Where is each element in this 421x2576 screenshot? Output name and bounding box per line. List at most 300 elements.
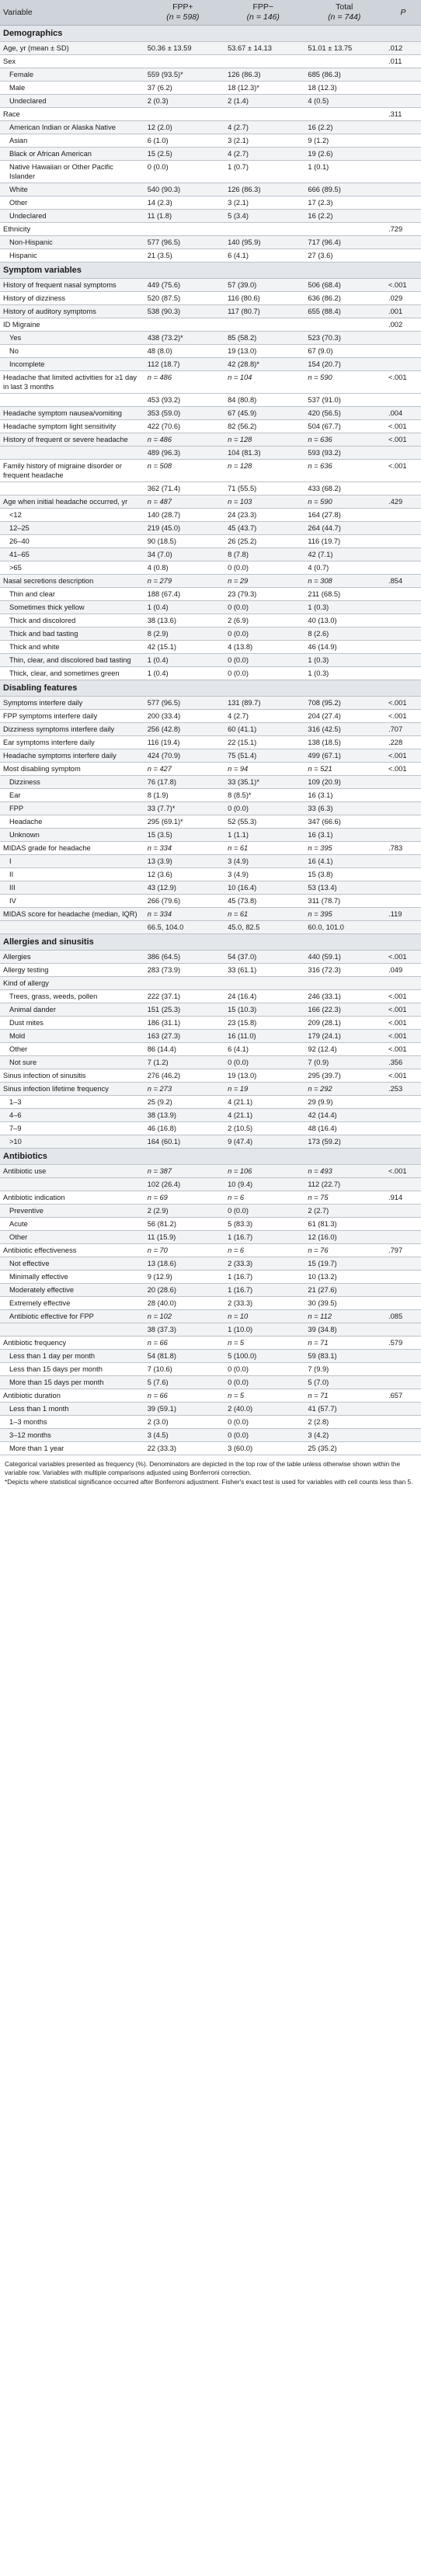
cell-total: n = 636 bbox=[303, 460, 385, 482]
section-header bbox=[0, 934, 421, 951]
row-label: I bbox=[0, 855, 143, 868]
table-row bbox=[0, 789, 421, 802]
header-col3-name: Total bbox=[336, 2, 353, 12]
cell-fpp-positive: n = 273 bbox=[143, 1083, 223, 1096]
cell-fpp-positive bbox=[143, 108, 223, 121]
cell-fpp-positive: n = 102 bbox=[143, 1310, 223, 1323]
table-row bbox=[0, 318, 421, 332]
cell-p-value: .001 bbox=[385, 305, 421, 318]
cell-total: 12 (16.0) bbox=[303, 1231, 385, 1244]
cell-fpp-positive: 39 (59.1) bbox=[143, 1403, 223, 1416]
row-label: American Indian or Alaska Native bbox=[0, 121, 143, 134]
cell-fpp-positive: 438 (73.2)* bbox=[143, 332, 223, 345]
row-label: Dust mites bbox=[0, 1017, 143, 1030]
cell-p-value bbox=[385, 522, 421, 535]
cell-fpp-negative: 104 (81.3) bbox=[223, 447, 303, 460]
row-label: Antibiotic duration bbox=[0, 1389, 143, 1403]
cell-p-value: .011 bbox=[385, 55, 421, 68]
cell-p-value bbox=[385, 196, 421, 210]
cell-p-value bbox=[385, 921, 421, 934]
cell-p-value bbox=[385, 776, 421, 789]
table-row bbox=[0, 1350, 421, 1363]
cell-fpp-negative: 84 (80.8) bbox=[223, 394, 303, 407]
row-label: Sometimes thick yellow bbox=[0, 601, 143, 614]
cell-fpp-negative: 3 (60.0) bbox=[223, 1442, 303, 1455]
cell-total: 636 (86.2) bbox=[303, 292, 385, 305]
cell-fpp-positive: 577 (96.5) bbox=[143, 236, 223, 249]
table-row bbox=[0, 1178, 421, 1191]
row-label: Allergy testing bbox=[0, 964, 143, 977]
cell-fpp-negative: 53.67 ± 14.13 bbox=[223, 42, 303, 55]
cell-total: 1 (0.1) bbox=[303, 161, 385, 183]
cell-fpp-positive: 164 (60.1) bbox=[143, 1135, 223, 1149]
cell-p-value bbox=[385, 641, 421, 654]
cell-fpp-negative: 15 (10.3) bbox=[223, 1003, 303, 1017]
cell-total: 40 (13.0) bbox=[303, 614, 385, 627]
cell-total: n = 292 bbox=[303, 1083, 385, 1096]
cell-p-value bbox=[385, 829, 421, 842]
row-label: Thin, clear, and discolored bad tasting bbox=[0, 654, 143, 667]
row-label: Antibiotic use bbox=[0, 1165, 143, 1178]
cell-total: 433 (68.2) bbox=[303, 482, 385, 495]
table-row bbox=[0, 921, 421, 934]
table-row bbox=[0, 1191, 421, 1205]
cell-p-value: <.001 bbox=[385, 990, 421, 1003]
cell-p-value bbox=[385, 868, 421, 881]
cell-fpp-positive: 1 (0.4) bbox=[143, 667, 223, 680]
row-label: White bbox=[0, 183, 143, 196]
table-row bbox=[0, 895, 421, 908]
table-row bbox=[0, 1429, 421, 1442]
row-label: Not sure bbox=[0, 1056, 143, 1069]
table-row bbox=[0, 358, 421, 371]
cell-total: 4 (0.5) bbox=[303, 95, 385, 108]
cell-fpp-positive: 188 (67.4) bbox=[143, 588, 223, 601]
cell-total: 5 (7.0) bbox=[303, 1376, 385, 1389]
table-row bbox=[0, 148, 421, 161]
cell-total: 506 (68.4) bbox=[303, 279, 385, 292]
row-label: 1–3 bbox=[0, 1096, 143, 1109]
cell-total: 347 (66.6) bbox=[303, 815, 385, 829]
cell-total: 8 (2.6) bbox=[303, 627, 385, 641]
cell-fpp-negative: 0 (0.0) bbox=[223, 601, 303, 614]
row-label: History of frequent nasal symptoms bbox=[0, 279, 143, 292]
cell-p-value: <.001 bbox=[385, 279, 421, 292]
row-label: MIDAS grade for headache bbox=[0, 842, 143, 855]
cell-p-value bbox=[385, 1284, 421, 1297]
cell-total: 16 (3.1) bbox=[303, 829, 385, 842]
row-label: Other bbox=[0, 1043, 143, 1056]
cell-fpp-negative: n = 128 bbox=[223, 433, 303, 447]
cell-fpp-positive: 7 (10.6) bbox=[143, 1363, 223, 1376]
table-row bbox=[0, 627, 421, 641]
cell-p-value bbox=[385, 855, 421, 868]
table-row bbox=[0, 1069, 421, 1083]
row-label: Hispanic bbox=[0, 249, 143, 262]
cell-total: 116 (19.7) bbox=[303, 535, 385, 548]
cell-p-value: .002 bbox=[385, 318, 421, 332]
cell-p-value bbox=[385, 249, 421, 262]
table-row bbox=[0, 55, 421, 68]
row-label: <12 bbox=[0, 509, 143, 522]
table-row bbox=[0, 763, 421, 776]
cell-p-value: <.001 bbox=[385, 1165, 421, 1178]
cell-total: n = 308 bbox=[303, 575, 385, 588]
cell-total: 7 (0.9) bbox=[303, 1056, 385, 1069]
table-row bbox=[0, 292, 421, 305]
header-col1-n: (n = 598) bbox=[166, 12, 200, 22]
cell-total: n = 395 bbox=[303, 908, 385, 921]
row-label: >10 bbox=[0, 1135, 143, 1149]
row-label: ID Migraine bbox=[0, 318, 143, 332]
cell-fpp-negative: 5 (3.4) bbox=[223, 210, 303, 223]
cell-fpp-negative: 4 (2.7) bbox=[223, 710, 303, 723]
cell-p-value bbox=[385, 601, 421, 614]
cell-p-value: <.001 bbox=[385, 749, 421, 763]
table-row bbox=[0, 433, 421, 447]
cell-fpp-positive: 13 (18.6) bbox=[143, 1257, 223, 1271]
table-row bbox=[0, 776, 421, 789]
cell-fpp-positive: n = 508 bbox=[143, 460, 223, 482]
cell-fpp-negative: 2 (33.3) bbox=[223, 1297, 303, 1310]
row-label: 4–6 bbox=[0, 1109, 143, 1122]
cell-fpp-positive: 48 (8.0) bbox=[143, 345, 223, 358]
header-col3-n: (n = 744) bbox=[328, 12, 361, 22]
cell-fpp-positive: n = 487 bbox=[143, 495, 223, 509]
cell-fpp-positive: 8 (2.9) bbox=[143, 627, 223, 641]
section-header bbox=[0, 262, 421, 279]
cell-fpp-negative: 52 (55.3) bbox=[223, 815, 303, 829]
cell-fpp-positive: 22 (33.3) bbox=[143, 1442, 223, 1455]
cell-p-value bbox=[385, 977, 421, 990]
table-row bbox=[0, 460, 421, 482]
cell-total: 666 (89.5) bbox=[303, 183, 385, 196]
row-label: Less than 1 day per month bbox=[0, 1350, 143, 1363]
cell-fpp-negative: 1 (16.7) bbox=[223, 1231, 303, 1244]
table-row bbox=[0, 815, 421, 829]
cell-p-value bbox=[385, 482, 421, 495]
table-row bbox=[0, 1297, 421, 1310]
cell-p-value: .012 bbox=[385, 42, 421, 55]
cell-fpp-positive: 38 (13.9) bbox=[143, 1109, 223, 1122]
cell-fpp-negative: 2 (33.3) bbox=[223, 1257, 303, 1271]
cell-fpp-positive: 11 (15.9) bbox=[143, 1231, 223, 1244]
cell-p-value: .004 bbox=[385, 407, 421, 420]
cell-p-value bbox=[385, 1109, 421, 1122]
cell-fpp-negative: 117 (80.7) bbox=[223, 305, 303, 318]
cell-fpp-negative: 75 (51.4) bbox=[223, 749, 303, 763]
cell-p-value bbox=[385, 509, 421, 522]
cell-p-value bbox=[385, 68, 421, 82]
cell-total: 39 (34.8) bbox=[303, 1323, 385, 1337]
cell-fpp-negative: n = 6 bbox=[223, 1244, 303, 1257]
cell-fpp-negative: 5 (83.3) bbox=[223, 1218, 303, 1231]
table-row bbox=[0, 183, 421, 196]
cell-fpp-negative: 24 (23.3) bbox=[223, 509, 303, 522]
table-row bbox=[0, 601, 421, 614]
cell-p-value bbox=[385, 548, 421, 561]
row-label: Race bbox=[0, 108, 143, 121]
cell-fpp-negative: 4 (2.7) bbox=[223, 121, 303, 134]
section-title: Demographics bbox=[0, 26, 421, 42]
row-label: Age when initial headache occurred, yr bbox=[0, 495, 143, 509]
row-label: Age, yr (mean ± SD) bbox=[0, 42, 143, 55]
cell-total: 311 (78.7) bbox=[303, 895, 385, 908]
table-body bbox=[0, 26, 421, 1455]
cell-fpp-positive bbox=[143, 223, 223, 236]
cell-fpp-positive: 362 (71.4) bbox=[143, 482, 223, 495]
cell-total: n = 590 bbox=[303, 371, 385, 394]
cell-total: 717 (96.4) bbox=[303, 236, 385, 249]
cell-fpp-positive: n = 334 bbox=[143, 842, 223, 855]
cell-total: 246 (33.1) bbox=[303, 990, 385, 1003]
row-label: Preventive bbox=[0, 1205, 143, 1218]
cell-total: 42 (14.4) bbox=[303, 1109, 385, 1122]
cell-fpp-positive: n = 427 bbox=[143, 763, 223, 776]
cell-p-value bbox=[385, 1350, 421, 1363]
table-row bbox=[0, 1109, 421, 1122]
cell-fpp-positive: 163 (27.3) bbox=[143, 1030, 223, 1043]
cell-fpp-positive: 56 (81.2) bbox=[143, 1218, 223, 1231]
cell-total: 60.0, 101.0 bbox=[303, 921, 385, 934]
cell-total: 211 (68.5) bbox=[303, 588, 385, 601]
cell-total: 655 (88.4) bbox=[303, 305, 385, 318]
cell-fpp-positive: 102 (26.4) bbox=[143, 1178, 223, 1191]
row-label: FPP bbox=[0, 802, 143, 815]
row-label: Less than 15 days per month bbox=[0, 1363, 143, 1376]
cell-total: 29 (9.9) bbox=[303, 1096, 385, 1109]
cell-total: 138 (18.5) bbox=[303, 736, 385, 749]
cell-p-value: .657 bbox=[385, 1389, 421, 1403]
cell-p-value bbox=[385, 535, 421, 548]
cell-fpp-negative: n = 61 bbox=[223, 908, 303, 921]
cell-total: n = 590 bbox=[303, 495, 385, 509]
cell-p-value: <.001 bbox=[385, 763, 421, 776]
section-title: Allergies and sinusitis bbox=[0, 934, 421, 951]
cell-total: n = 71 bbox=[303, 1337, 385, 1350]
cell-fpp-negative: 16 (11.0) bbox=[223, 1030, 303, 1043]
cell-total: 59 (83.1) bbox=[303, 1350, 385, 1363]
cell-total: 16 (2.2) bbox=[303, 121, 385, 134]
row-label: Ear symptoms interfere daily bbox=[0, 736, 143, 749]
cell-fpp-negative: 3 (4.9) bbox=[223, 855, 303, 868]
cell-fpp-negative: 6 (4.1) bbox=[223, 1043, 303, 1056]
cell-fpp-positive bbox=[143, 977, 223, 990]
row-label: Thin and clear bbox=[0, 588, 143, 601]
table-row bbox=[0, 210, 421, 223]
cell-fpp-negative: 4 (21.1) bbox=[223, 1109, 303, 1122]
cell-p-value: .356 bbox=[385, 1056, 421, 1069]
cell-fpp-positive: n = 279 bbox=[143, 575, 223, 588]
row-label: History of auditory symptoms bbox=[0, 305, 143, 318]
cell-fpp-positive: 90 (18.5) bbox=[143, 535, 223, 548]
cell-fpp-negative bbox=[223, 318, 303, 332]
table-row bbox=[0, 305, 421, 318]
table-row bbox=[0, 535, 421, 548]
cell-fpp-negative: 116 (80.6) bbox=[223, 292, 303, 305]
row-label: FPP symptoms interfere daily bbox=[0, 710, 143, 723]
cell-fpp-negative bbox=[223, 108, 303, 121]
table-row bbox=[0, 588, 421, 601]
table-row bbox=[0, 710, 421, 723]
cell-fpp-positive: 2 (0.3) bbox=[143, 95, 223, 108]
cell-fpp-negative: 0 (0.0) bbox=[223, 1205, 303, 1218]
cell-p-value bbox=[385, 161, 421, 183]
cell-fpp-positive: 12 (2.0) bbox=[143, 121, 223, 134]
cell-fpp-negative: 45 (73.8) bbox=[223, 895, 303, 908]
row-label: Headache that limited activities for ≥1 day in last 3 months bbox=[0, 371, 143, 394]
cell-fpp-positive: 11 (1.8) bbox=[143, 210, 223, 223]
cell-fpp-negative: 8 (8.5)* bbox=[223, 789, 303, 802]
table-row bbox=[0, 1337, 421, 1350]
cell-total: 537 (91.0) bbox=[303, 394, 385, 407]
row-label: Native Hawaiian or Other Pacific Islander bbox=[0, 161, 143, 183]
cell-fpp-negative: 6 (4.1) bbox=[223, 249, 303, 262]
cell-total: 46 (14.9) bbox=[303, 641, 385, 654]
table-footnotes bbox=[0, 1455, 421, 1486]
cell-total: 1 (0.3) bbox=[303, 654, 385, 667]
table-row bbox=[0, 842, 421, 855]
cell-fpp-positive: 449 (75.6) bbox=[143, 279, 223, 292]
cell-fpp-negative: 2 (6.9) bbox=[223, 614, 303, 627]
cell-p-value bbox=[385, 789, 421, 802]
table-row bbox=[0, 161, 421, 183]
cell-fpp-negative: 18 (12.3)* bbox=[223, 82, 303, 95]
cell-total bbox=[303, 318, 385, 332]
cell-total: 109 (20.9) bbox=[303, 776, 385, 789]
cell-fpp-positive: 424 (70.9) bbox=[143, 749, 223, 763]
cell-p-value bbox=[385, 614, 421, 627]
row-label: II bbox=[0, 868, 143, 881]
row-label: Ethnicity bbox=[0, 223, 143, 236]
cell-fpp-positive: 2 (2.9) bbox=[143, 1205, 223, 1218]
cell-fpp-negative: 10 (16.4) bbox=[223, 881, 303, 895]
cell-fpp-positive: 7 (1.2) bbox=[143, 1056, 223, 1069]
cell-fpp-positive: n = 334 bbox=[143, 908, 223, 921]
row-label: Asian bbox=[0, 134, 143, 148]
cell-p-value bbox=[385, 1429, 421, 1442]
cell-p-value: .253 bbox=[385, 1083, 421, 1096]
cell-fpp-negative: 3 (2.1) bbox=[223, 134, 303, 148]
row-label: History of dizziness bbox=[0, 292, 143, 305]
cell-p-value bbox=[385, 1403, 421, 1416]
table-row bbox=[0, 1389, 421, 1403]
cell-p-value bbox=[385, 210, 421, 223]
cell-total bbox=[303, 108, 385, 121]
cell-p-value: <.001 bbox=[385, 371, 421, 394]
cell-p-value bbox=[385, 134, 421, 148]
cell-fpp-negative: 60 (41.1) bbox=[223, 723, 303, 736]
cell-fpp-negative: 1 (16.7) bbox=[223, 1271, 303, 1284]
cell-fpp-positive: 42 (15.1) bbox=[143, 641, 223, 654]
cell-total: 17 (2.3) bbox=[303, 196, 385, 210]
header-fpp-positive bbox=[143, 0, 223, 26]
cell-fpp-negative: 10 (9.4) bbox=[223, 1178, 303, 1191]
cell-p-value: <.001 bbox=[385, 1030, 421, 1043]
cell-fpp-negative: 0 (0.0) bbox=[223, 1363, 303, 1376]
row-label: Dizziness symptoms interfere daily bbox=[0, 723, 143, 736]
cell-fpp-negative: 19 (13.0) bbox=[223, 1069, 303, 1083]
cell-fpp-negative bbox=[223, 223, 303, 236]
row-label: Extremely effective bbox=[0, 1297, 143, 1310]
cell-fpp-negative: 67 (45.9) bbox=[223, 407, 303, 420]
table-row bbox=[0, 614, 421, 627]
cell-fpp-positive: 559 (93.5)* bbox=[143, 68, 223, 82]
table-row bbox=[0, 575, 421, 588]
cell-fpp-positive: 14 (2.3) bbox=[143, 196, 223, 210]
table-row bbox=[0, 1003, 421, 1017]
cell-p-value bbox=[385, 881, 421, 895]
table-row bbox=[0, 1284, 421, 1297]
cell-p-value bbox=[385, 121, 421, 134]
table-row bbox=[0, 868, 421, 881]
cell-total: 15 (19.7) bbox=[303, 1257, 385, 1271]
cell-fpp-negative: 131 (89.7) bbox=[223, 697, 303, 710]
row-label: Thick, clear, and sometimes green bbox=[0, 667, 143, 680]
row-label: 3–12 months bbox=[0, 1429, 143, 1442]
table-row bbox=[0, 1122, 421, 1135]
cell-fpp-positive: 520 (87.5) bbox=[143, 292, 223, 305]
table-row bbox=[0, 1165, 421, 1178]
cell-fpp-negative: n = 29 bbox=[223, 575, 303, 588]
cell-p-value bbox=[385, 1323, 421, 1337]
table-row bbox=[0, 1017, 421, 1030]
cell-p-value: .119 bbox=[385, 908, 421, 921]
table-row bbox=[0, 394, 421, 407]
cell-fpp-positive: 15 (3.5) bbox=[143, 829, 223, 842]
row-label: Trees, grass, weeds, pollen bbox=[0, 990, 143, 1003]
cell-total: 420 (56.5) bbox=[303, 407, 385, 420]
row-label: Other bbox=[0, 1231, 143, 1244]
table-row bbox=[0, 1403, 421, 1416]
cell-fpp-negative: 5 (100.0) bbox=[223, 1350, 303, 1363]
cell-fpp-positive: 186 (31.1) bbox=[143, 1017, 223, 1030]
cell-fpp-negative: n = 19 bbox=[223, 1083, 303, 1096]
cell-fpp-positive: 4 (0.8) bbox=[143, 561, 223, 575]
header-col2-n: (n = 146) bbox=[246, 12, 280, 22]
cell-fpp-negative: 3 (2.1) bbox=[223, 196, 303, 210]
cell-fpp-positive: n = 66 bbox=[143, 1389, 223, 1403]
cell-fpp-negative: n = 106 bbox=[223, 1165, 303, 1178]
cell-fpp-positive: n = 486 bbox=[143, 433, 223, 447]
section-title: Disabling features bbox=[0, 680, 421, 697]
row-label: Not effective bbox=[0, 1257, 143, 1271]
cell-fpp-positive: 21 (3.5) bbox=[143, 249, 223, 262]
cell-fpp-negative: 1 (0.7) bbox=[223, 161, 303, 183]
cell-total: 9 (1.2) bbox=[303, 134, 385, 148]
row-label: 7–9 bbox=[0, 1122, 143, 1135]
table-header bbox=[0, 0, 421, 26]
cell-total: 42 (7.1) bbox=[303, 548, 385, 561]
header-total bbox=[303, 0, 385, 26]
cell-total: 209 (28.1) bbox=[303, 1017, 385, 1030]
table-row bbox=[0, 522, 421, 535]
cell-p-value bbox=[385, 236, 421, 249]
cell-fpp-positive: 151 (25.3) bbox=[143, 1003, 223, 1017]
cell-p-value bbox=[385, 183, 421, 196]
section-title: Symptom variables bbox=[0, 262, 421, 279]
cell-fpp-positive: 540 (90.3) bbox=[143, 183, 223, 196]
row-label: No bbox=[0, 345, 143, 358]
table-row bbox=[0, 654, 421, 667]
cell-total: 30 (39.5) bbox=[303, 1297, 385, 1310]
cell-fpp-positive: 76 (17.8) bbox=[143, 776, 223, 789]
cell-total bbox=[303, 223, 385, 236]
cell-fpp-positive: 25 (9.2) bbox=[143, 1096, 223, 1109]
cell-total: n = 75 bbox=[303, 1191, 385, 1205]
cell-fpp-negative: 23 (15.8) bbox=[223, 1017, 303, 1030]
cell-fpp-negative: 45 (43.7) bbox=[223, 522, 303, 535]
